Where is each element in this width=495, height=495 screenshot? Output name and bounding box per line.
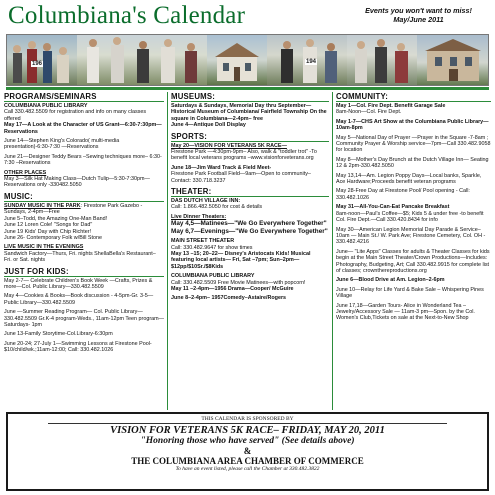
column-museums bbox=[171, 92, 329, 410]
evening-music-text: Sandwich Factory—Thurs, Fri. nights ShellaBella's Restaurant– Fri. or Sat. nights bbox=[4, 250, 156, 264]
block-track-meet bbox=[171, 165, 329, 184]
museum-text: Saturdays & Sundays, Memorial Day thru September—Historical Museum of Columbiana/ Fairfield Township On the square in Columbiana—2-4pm– free bbox=[171, 103, 327, 122]
event-silk-hat: May 3—Silk Hat Making Class—Dutch Tulip—5:30-7:30pm—Reservations only -330482.5050 bbox=[4, 176, 150, 189]
event-storytime: June 13-Family Storytime-Col.Library-6:30pm bbox=[4, 331, 113, 338]
sunday-music-text: Firestone Park Gazebo - Sundays, 2-4pm—Free bbox=[4, 202, 143, 216]
heading-museums: MUSEUMS: bbox=[171, 92, 329, 102]
library-title: COLUMBIANA PUBLIC LIBRARY bbox=[4, 103, 88, 109]
photo-museum-image bbox=[207, 35, 267, 85]
sponsor-race: VISION FOR VETERANS 5K RACE– FRIDAY, MAY 20, 2011 bbox=[110, 425, 385, 436]
event-stephen-king: June 14—Stephen King's Colorado( multi-media presentation)-6:30-7:30 —Reservations bbox=[4, 138, 120, 151]
heading-music: MUSIC: bbox=[4, 192, 164, 202]
block-library-movies bbox=[171, 273, 329, 302]
block-evening-music bbox=[4, 244, 164, 263]
block-main-street bbox=[171, 238, 329, 270]
tagline-line-1: Events you won't want to miss! bbox=[365, 6, 472, 15]
main-street-text: Call: 330.482.9647 for show times bbox=[171, 244, 253, 251]
block-museum bbox=[171, 103, 329, 129]
sponsor-box bbox=[6, 412, 489, 491]
sponsor-rule bbox=[48, 423, 447, 424]
track-meet-text: Firestone Park Football Field—9am—Open to community– Contact: 330.718.3237 bbox=[171, 171, 311, 184]
event-pool-opening: May 28-Free Day at Firestone Pool/ Pool opening - Call: 330.482.1026 bbox=[336, 188, 470, 201]
photo-building-image bbox=[417, 35, 489, 85]
photo-runners bbox=[77, 35, 207, 85]
tagline-line-2: May/June 2011 bbox=[393, 15, 444, 24]
calendar-title: Columbiana's Calendar bbox=[8, 2, 246, 29]
column-community bbox=[336, 92, 491, 410]
event-summer-reading: June —Summer Reading Program— Col. Public Library—330.482.5509 Gr.K-4 program-Weds., 11am-12pm Teen program—Saturdays- 1pm bbox=[4, 309, 164, 328]
event-us-grant: May 17—A Look at the Character of US Grant—6:30-7:30pm—Reservations bbox=[4, 122, 162, 135]
photo-runner bbox=[267, 35, 347, 85]
sponsor-motto: "Honoring those who have served" (See details above) bbox=[140, 436, 355, 446]
tagline bbox=[346, 6, 491, 24]
dutch-village-text: Call: 1.866.482.5050 for cost & details bbox=[171, 204, 263, 211]
runner-bib-194: 194 bbox=[306, 59, 317, 65]
photo-parade-image bbox=[7, 35, 77, 85]
block-dutch-village bbox=[171, 198, 329, 211]
event-art-show: May 1-7—CHS Art Show at the Columbiana Public Library—10am-8pm bbox=[336, 118, 489, 132]
pancakes-text: 8am-noon—Paul's Coffee—$5; Kids 5 & under free -to benefit Col. Fire Dept.—Call 330.420.8434 for info bbox=[336, 210, 484, 224]
block-library-programs bbox=[4, 103, 164, 135]
column-divider bbox=[167, 92, 168, 410]
event-poppy-days: May 13,14—Am. Legion Poppy Days—Local banks, Sparkle, Ace Hardware;Proceeds benefit veteran programs bbox=[336, 172, 482, 186]
calendar-columns bbox=[4, 92, 491, 410]
library-movies-text: Call: 330.482.5509 Free Movie Matinees—with popcorn! bbox=[171, 279, 306, 286]
event-pancakes: May 31—All-You-Can-Eat Pancake Breakfast bbox=[336, 204, 450, 211]
event-kids-day: June 19 Kids' Day with Chip Richter! bbox=[4, 228, 92, 235]
event-track-meet: June 18—Jim Ward Track & Field Meet- bbox=[171, 164, 272, 171]
event-lite-apps: June— "Lite Apps" Classes for adults & Theater Classes for kids begin at the Main Street Theater/Crown Productions—Includes: Photography, Budgeting, Art; Call 330.482.9915 for complete list of classes; crownthereproductions.org bbox=[336, 248, 490, 274]
header-divider bbox=[6, 87, 489, 90]
vets-race-text: Firestone Park —4:30pm-9pm– Also, walk & "toddler trot" -To benefit local veterans programs –www.visionforveterans.org bbox=[171, 149, 317, 162]
photo-museum bbox=[207, 35, 267, 85]
event-parade: May 30—American Legion Memorial Day Parade & Service– 10am — Main St./ W. Park Ave; Firestone Cemetery, Col. OH - 330.482.4216 bbox=[336, 226, 486, 246]
event-doll-display: June 4—Antique Doll Display bbox=[171, 122, 246, 129]
event-garden-tours: June 17,18—Garden Tours- Alice in Wonderland Tea – Jewelry/Accessory Sale — 11am-3 pm—Spon. by the Col. Women's Club,Tickets on sale at the Next-to-New Shop bbox=[336, 302, 475, 322]
other-places-title: OTHER PLACES bbox=[4, 169, 47, 176]
dutch-village-title: DAS DUTCH VILLAGE INN: bbox=[171, 198, 241, 205]
block-garage-sale bbox=[336, 103, 491, 116]
column-programs bbox=[4, 92, 164, 410]
block-sunday-music: SUNDAY MUSIC IN THE PARK: Firestone Park Gazebo - Sundays, 2-4pm—Free June 5–Todd, the Amazing One-Man Band! June 12 Loren Cole! "Songs for Dad" June 19 Kids' Day with Chip Richter! June 26- Contemporary Folk w/Bill Stone bbox=[4, 203, 164, 241]
block-dinner-theater bbox=[171, 214, 329, 235]
block-pancakes bbox=[336, 204, 491, 223]
heading-theater: THEATER: bbox=[171, 187, 329, 197]
event-loren-cole: June 12 Loren Cole! "Songs for Dad" bbox=[4, 222, 93, 229]
event-aristocats: May 13 –15; 20–22— Disney's Aristocats Kids! Musical featuring local artists— Fri, Sat –7pm; Sun–2pm— $12pp/$10Sr./$8Kids bbox=[171, 250, 311, 270]
heading-community: COMMUNITY: bbox=[336, 92, 491, 102]
sponsor-contact: To have an event listed, please call the Chamber at 330.482.3822 bbox=[175, 466, 320, 472]
event-garage-sale: May 1—Col. Fire Dept. Benefit Garage Sale bbox=[336, 103, 446, 109]
heading-kids: JUST FOR KIDS: bbox=[4, 267, 164, 277]
main-street-title: MAIN STREET THEATER bbox=[171, 238, 235, 245]
event-evenings: May 6,7—Evenings—"We Go Everywhere Together" bbox=[171, 227, 328, 235]
photo-parade bbox=[7, 35, 77, 85]
runner-bib-196: 196 bbox=[32, 61, 43, 67]
event-cookies-books: May 4—Cookies & Books—Book discussion - 4-5pm-Gr. 3-5— Public Library—330.482.5509 bbox=[4, 293, 154, 306]
event-teddy-bears: June 21—Designer Teddy Bears –Sewing techniques more– 6:30-7:30 –Reservations bbox=[4, 153, 162, 167]
library-movies-title: COLUMBIANA PUBLIC LIBRARY bbox=[171, 273, 255, 280]
event-comedy: June 8–2-4pm– 1957Comedy–Astaire/Rogers bbox=[171, 295, 287, 302]
heading-sports: SPORTS: bbox=[171, 132, 329, 142]
block-other-places bbox=[4, 170, 164, 189]
event-book-week: May 2-7— Celebrate Children's Book Week —Crafts, Prizes & more—Col. Public Library—330.482.5509 bbox=[4, 277, 153, 290]
column-divider bbox=[332, 92, 333, 410]
photo-finish-image bbox=[347, 35, 417, 85]
event-vets-race: May 20—VISION FOR VETERANS 5K RACE— bbox=[171, 142, 287, 149]
sponsor-ampersand: & bbox=[243, 446, 252, 456]
dinner-theater-title: Live Dinner Theaters: bbox=[171, 213, 227, 220]
garage-sale-text: 8am-Noon—Col. Fire Dept. bbox=[336, 109, 402, 116]
heading-programs: PROGRAMS/SEMINARS bbox=[4, 92, 164, 102]
photo-strip bbox=[6, 34, 489, 86]
photo-finish bbox=[347, 35, 417, 85]
event-drama: May 11 –2-4pm—1956 Drama—Cooper/ McGuire bbox=[171, 285, 294, 292]
event-prayer: May 5—National Day of Prayer —Prayer in the Square -7-8am ; Community Prayer & Worship service—7pm—Call 330.482.9058 for location bbox=[336, 134, 491, 154]
event-blood-drive: June 6—Blood Drive at Am. Legion–2-6pm bbox=[336, 277, 445, 284]
event-relay: June 10—Relay for Life Yard & Bake Sale – Whispering Pines Village bbox=[336, 286, 484, 300]
evening-music-title: LIVE MUSIC IN THE EVENINGS bbox=[4, 244, 84, 251]
masthead bbox=[0, 0, 495, 86]
event-todd: June 5–Todd, the Amazing One-Man Band! bbox=[4, 215, 108, 222]
library-text: Call 330.482.5509 for registration and info on many classes offered bbox=[4, 109, 147, 122]
block-vets-race bbox=[171, 143, 329, 162]
event-brunch: May 8—Mother's Day Brunch at the Dutch Village Inn— Seating 12 & 2pm-330.482.5050 bbox=[336, 156, 489, 170]
sunday-music-title: SUNDAY MUSIC IN THE PARK bbox=[4, 202, 81, 209]
event-folk: June 26- Contemporary Folk w/Bill Stone bbox=[4, 234, 102, 241]
event-swimming: June 20-24; 27-July 1—Swimming Lessons at Firestone Pool- $10/child/wk.;11am-12:00; Call: 330.482.1026 bbox=[4, 340, 152, 354]
sponsor-intro: THIS CALENDAR IS SPONSORED BY bbox=[201, 416, 294, 422]
photo-runners-image bbox=[77, 35, 207, 85]
event-matinees: May 4,5—Matinees—"We Go Everywhere Together" bbox=[171, 220, 327, 228]
photo-building bbox=[417, 35, 489, 85]
sponsor-chamber: THE COLUMBIANA AREA CHAMBER OF COMMERCE bbox=[131, 456, 364, 466]
